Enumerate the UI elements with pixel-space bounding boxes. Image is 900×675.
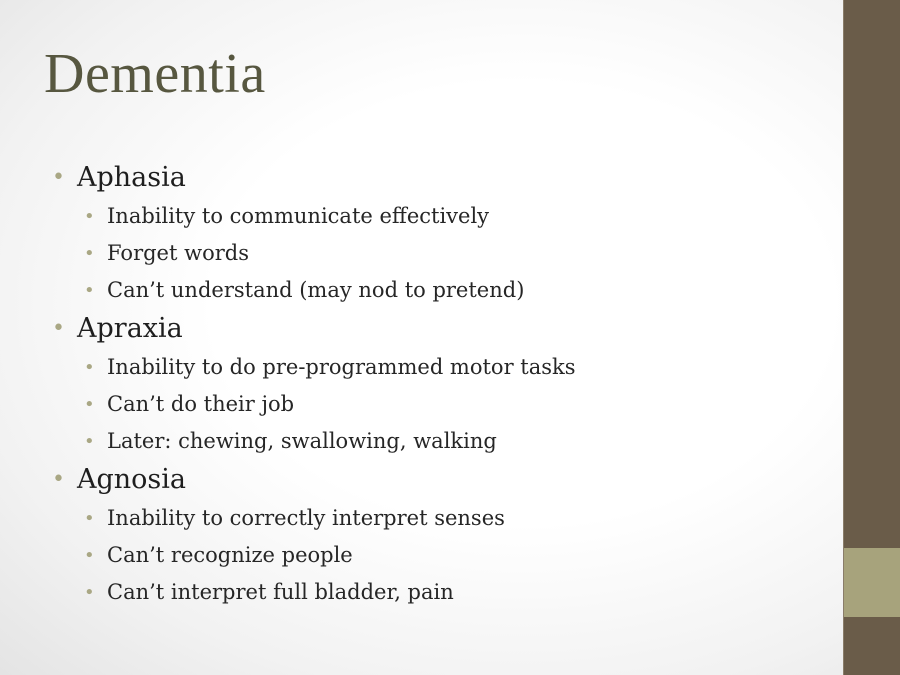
bullet-text: Agnosia bbox=[77, 464, 187, 495]
bullet-level2-item bbox=[52, 423, 832, 460]
bullet-list bbox=[52, 158, 832, 611]
bullet-icon: • bbox=[84, 431, 95, 452]
bullet-level2-item bbox=[52, 537, 832, 574]
bullet-text: Later: chewing, swallowing, walking bbox=[107, 429, 497, 453]
bullet-text: Inability to communicate effectively bbox=[107, 204, 490, 228]
bullet-text: Can’t do their job bbox=[107, 392, 295, 416]
bullet-text: Can’t recognize people bbox=[107, 543, 353, 567]
bullet-icon: • bbox=[52, 165, 65, 190]
bullet-text: Inability to correctly interpret senses bbox=[107, 506, 505, 530]
bullet-text: Forget words bbox=[107, 241, 249, 265]
bullet-text: Can’t interpret full bladder, pain bbox=[107, 580, 454, 604]
bullet-text: Aphasia bbox=[77, 162, 186, 193]
bullet-icon: • bbox=[52, 316, 65, 341]
bullet-icon: • bbox=[52, 467, 65, 492]
bullet-level1-item bbox=[52, 309, 832, 349]
bullet-level2-item bbox=[52, 500, 832, 537]
bullet-level2-item bbox=[52, 235, 832, 272]
bullet-level2-item bbox=[52, 386, 832, 423]
bullet-icon: • bbox=[84, 582, 95, 603]
bullet-icon: • bbox=[84, 508, 95, 529]
bullet-icon: • bbox=[84, 545, 95, 566]
bullet-icon: • bbox=[84, 394, 95, 415]
bullet-level2-item bbox=[52, 272, 832, 309]
slide-title: Dementia bbox=[44, 43, 266, 105]
bullet-text: Can’t understand (may nod to pretend) bbox=[107, 278, 525, 302]
bullet-icon: • bbox=[84, 357, 95, 378]
bullet-text: Apraxia bbox=[77, 313, 183, 344]
bullet-level1-item bbox=[52, 460, 832, 500]
bullet-level1-item bbox=[52, 158, 832, 198]
sidebar-accent-block bbox=[844, 548, 900, 617]
bullet-text: Inability to do pre-programmed motor tasks bbox=[107, 355, 576, 379]
bullet-icon: • bbox=[84, 243, 95, 264]
bullet-icon: • bbox=[84, 206, 95, 227]
bullet-level2-item bbox=[52, 198, 832, 235]
bullet-level2-item bbox=[52, 574, 832, 611]
bullet-level2-item bbox=[52, 349, 832, 386]
bullet-icon: • bbox=[84, 280, 95, 301]
